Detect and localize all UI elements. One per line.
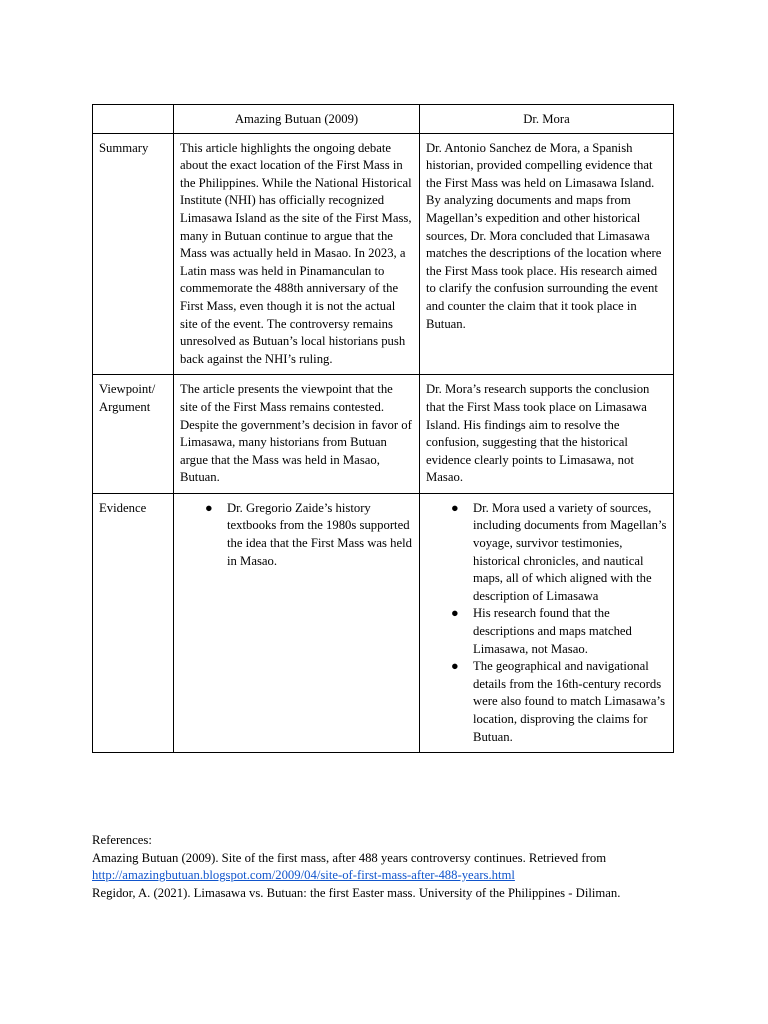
summary-mora-cell: Dr. Antonio Sanchez de Mora, a Spanish historian, provided compelling evidence that the First Mass was held on Limasawa Island. By analyzing documents and maps from Magellan’s expedition and other historical sources, Dr. Mora concluded that Limasawa matches the descriptions of the location where the First Mass took place. His research aimed to clarify the confusion surrounding the event and counter the claim that it took place in Butuan. [420,133,674,375]
row-label-summary: Summary [93,133,174,375]
reference-1: Amazing Butuan (2009). Site of the first mass, after 488 years controversy continues. Retrieved from http://amazingbutuan.blogspot.com/2009/04/site-of-first-mass-after-488-years.html [92,850,607,883]
list-item: ● Dr. Mora used a variety of sources, including documents from Magellan’s voyage, survivor testimonies, historical chronicles, and nautical maps, all of which aligned with the description of Limasawa [451,500,667,603]
comparison-table [92,104,674,753]
table-row-viewpoint [93,375,674,494]
table-header-row [93,105,674,134]
header-dr-mora: Dr. Mora [420,105,674,134]
header-empty-cell [93,105,174,134]
viewpoint-mora-cell: Dr. Mora’s research supports the conclusion that the First Mass took place on Limasawa Island. His findings aim to resolve the confusion, suggesting that the historical evidence clearly points to Limasawa, not Masao. [420,375,674,494]
references-section [92,832,692,902]
viewpoint-butuan-cell: The article presents the viewpoint that the site of the First Mass remains contested. Despite the government’s decision in favor of Limasawa, many historians from Butuan argue that the Mass was held in Masao, Butuan. [174,375,420,494]
bullet-icon: ● [451,500,459,515]
table-row-evidence [93,493,674,752]
summary-butuan-cell: This article highlights the ongoing debate about the exact location of the First Mass in the Philippines. While the National Historical Institute (NHI) has officially recognized Limasawa Island as the site of the First Mass, many in Butuan continue to argue that the Mass was actually held in Masao. In 2023, a Latin mass was held in Pinamanculan to commemorate the 488th anniversary of the First Mass, even though it is not the actual site of the event. The controversy remains unresolved as Butuan’s local historians push back against the NHI’s ruling. [174,133,420,375]
bullet-icon: ● [451,659,459,674]
row-label-viewpoint: Viewpoint/ Argument [93,375,174,494]
evidence-butuan-list [180,500,413,570]
list-item: ● The geographical and navigational details from the 16th-century records were also found to match Limasawa’s location, disproving the claims for Butuan. [451,659,666,744]
reference-1-link[interactable]: http://amazingbutuan.blogspot.com/2009/04/site-of-first-mass-after-488-years.html [92,868,515,883]
bullet-icon: ● [451,606,459,621]
list-item: ● His research found that the descriptions and maps matched Limasawa, not Masao. [451,606,632,656]
bullet-icon: ● [205,500,213,515]
evidence-butuan-cell [174,493,420,752]
table-row-summary [93,133,674,375]
header-amazing-butuan: Amazing Butuan (2009) [174,105,420,134]
reference-2: Regidor, A. (2021). Limasawa vs. Butuan: the first Easter mass. University of the Philippines - Diliman. [92,885,621,900]
list-item: ● Dr. Gregorio Zaide’s history textbooks from the 1980s supported the idea that the First Mass was held in Masao. [205,500,412,568]
evidence-mora-cell [420,493,674,752]
references-heading: References: [92,833,152,847]
row-label-evidence: Evidence [93,493,174,752]
evidence-mora-list [426,500,667,746]
